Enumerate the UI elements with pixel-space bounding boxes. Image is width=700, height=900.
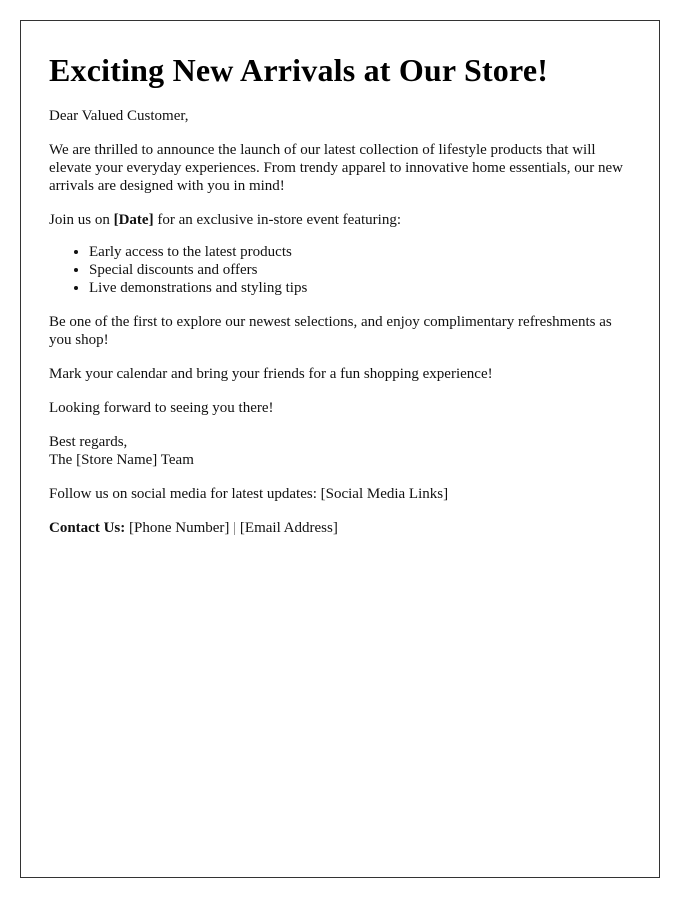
event-feature-list [49, 243, 631, 297]
letter-page [20, 20, 660, 878]
event-suffix: for an exclusive in-store event featuring: [153, 212, 401, 229]
list-item: • Live demonstrations and styling tips [89, 279, 631, 297]
contact-separator: | [233, 520, 237, 537]
signature-block [49, 433, 631, 469]
event-paragraph [49, 211, 631, 229]
signature: The [Store Name] Team [49, 452, 194, 469]
contact-label: Contact Us: [49, 520, 126, 537]
list-item: • Special discounts and offers [89, 261, 631, 279]
contact-email: [Email Address] [236, 520, 338, 537]
letter-title: Exciting New Arrivals at Our Store! [49, 52, 549, 88]
contact-line [49, 519, 631, 537]
event-date: [Date] [113, 212, 154, 229]
contact-phone: [Phone Number] [125, 520, 234, 537]
greeting: Dear Valued Customer, [49, 108, 189, 125]
intro-paragraph: We are thrilled to announce the launch of our latest collection of lifestyle products that will elevate your everyday experiences. From trendy apparel to innovative home essentials, our new arrivals are designed with you in mind! [49, 142, 623, 195]
list-item: • Early access to the latest products [89, 243, 631, 261]
social-paragraph: Follow us on social media for latest updates: [Social Media Links] [49, 486, 449, 503]
event-prefix: Join us on [49, 212, 114, 229]
looking-forward-paragraph: Looking forward to seeing you there! [49, 400, 274, 417]
calendar-paragraph: Mark your calendar and bring your friends for a fun shopping experience! [49, 366, 493, 383]
closing: Best regards, [49, 434, 128, 451]
explore-paragraph: Be one of the first to explore our newest selections, and enjoy complimentary refreshments as you shop! [49, 314, 612, 349]
